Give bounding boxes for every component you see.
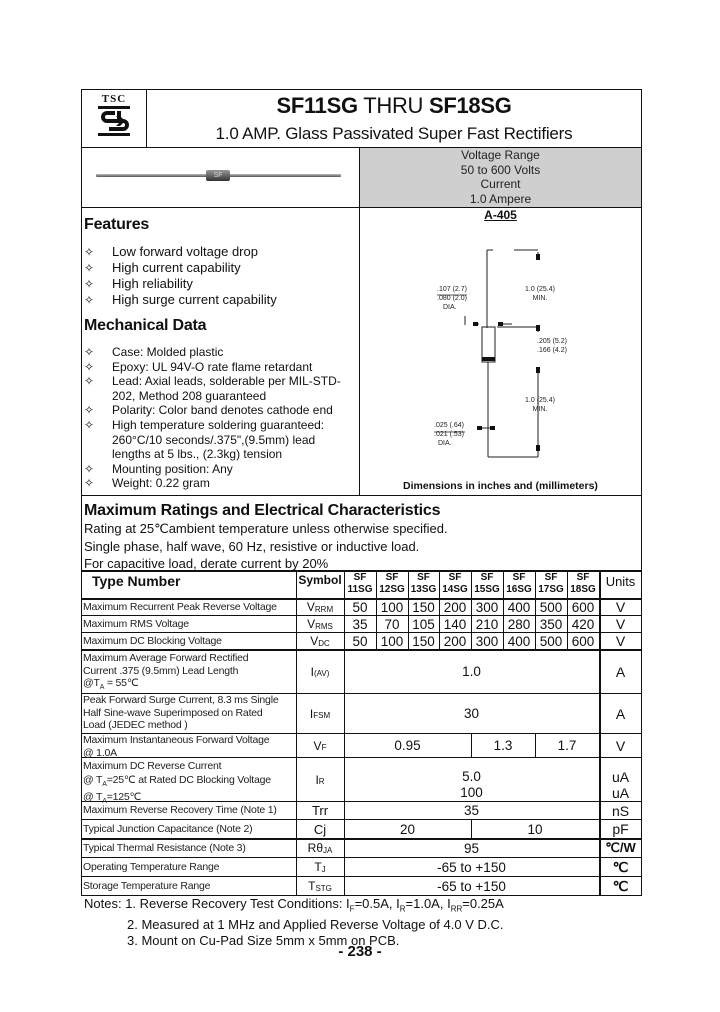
note-2: 2. Measured at 1 MHz and Applied Reverse Voltage of 4.0 V D.C. [127,917,504,933]
voltage-range-value: 50 to 600 Volts [460,162,541,177]
row-value: 1.0 [462,664,481,679]
row-label: Maximum Instantaneous Forward Voltage @ 1.0A [83,734,270,759]
row-value: 300 [475,633,499,649]
mechanical-item-cont [84,433,356,448]
row-label: Maximum DC Reverse Current @ $T_A=25℃$ at Rated DC Blocking Voltage @ $T_A=125℃$ [83,760,271,806]
row-label: Maximum RMS Voltage [83,617,189,630]
page-subtitle: 1.0 AMP. Glass Passivated Super Fast Rectifiers [215,124,573,143]
mechanical-item-cont [84,447,356,462]
mechanical-text: Epoxy: UL 94V-O rate flame retardant [112,359,313,374]
note-3: 3. Mount on Cu-Pad Size 5mm x 5mm on PCB. [127,932,400,948]
row-symbol: T $_{STG}$ [308,879,332,893]
dim-body-min: .166 (4.2) [537,347,567,354]
row-label: Maximum DC Blocking Voltage [83,634,222,647]
mechanical-heading: Mechanical Data [84,317,207,334]
symbol-header: Symbol [298,573,342,587]
row-value: 50 [352,599,368,615]
row-value: 350 [539,616,563,632]
bullet-icon: ✧ [84,403,95,418]
diode-band: SF [206,170,230,181]
row-value: -65 to +150 [437,878,506,894]
row-symbol: I $_{(AV)}$ [310,664,330,679]
dim-wire-dia: DIA. [438,440,452,447]
diode-axial-icon [96,170,341,182]
bullet-icon: ✧ [84,345,95,359]
mechanical-text: Mounting position: Any [112,461,233,476]
bullet-icon: ✧ [84,374,95,389]
feature-item [84,260,354,276]
mechanical-text: 202, Method 208 guaranteed [112,388,267,403]
row-unit: V [615,633,626,649]
row-label: Peak Forward Surge Current, 8.3 ms Single Half Sine-wave Superimposed on Rated Load (JEDEC method ) [83,694,279,731]
feature-text: High reliability [112,276,193,291]
part-header-sf17sg: SF 17SG [538,572,564,595]
feature-item [84,276,354,292]
row-unit: pF [612,821,629,837]
dim-wire-max: .025 (.64) [434,422,464,429]
bullet-icon: ✧ [84,461,95,476]
row-value: 400 [507,633,531,649]
row-label: Typical Junction Capacitance (Note 2) [83,822,253,835]
bullet-icon: ✧ [84,261,95,275]
row-unit: V [615,616,626,632]
diagram-caption: Dimensions in inches and (millimeters) [403,480,598,492]
mechanical-text: High temperature soldering guaranteed: [112,417,325,432]
features-heading: Features [84,216,150,233]
title-part-end: SF18SG [428,93,512,118]
row-value: 200 [443,599,467,615]
voltage-range-label: Voltage Range [461,148,540,162]
page-title [146,93,642,119]
part-header-sf18sg: SF 18SG [570,572,596,595]
ratings-note-3: For capacitive load, derate current by 20% [84,556,329,571]
mechanical-text: lengths at 5 lbs., (2.3kg) tension [112,447,283,462]
row-value: 50 [352,633,368,649]
row-value: 280 [507,616,531,632]
dim-lead-dia-min: .080 (2.0) [437,295,467,302]
row-value: 20 [399,821,416,837]
mechanical-item [84,360,356,375]
mechanical-item [84,345,356,360]
dim-top-length: 1.0 (25.4) [525,286,555,293]
row-value: 1.7 [557,738,577,753]
bullet-icon: ✧ [84,359,95,374]
row-value: 95 [463,840,480,856]
row-value: 70 [384,616,400,632]
row-unit: uA uA [611,769,630,801]
row-value: 100 [380,633,404,649]
mechanical-item [84,418,356,433]
dim-body-max: .205 (5.2) [537,338,567,345]
mechanical-item-cont [84,389,356,404]
part-header-sf11sg: SF 11SG [347,572,373,595]
bullet-icon: ✧ [84,476,95,491]
mechanical-item [84,374,356,389]
row-value: 100 [380,599,404,615]
feature-text: High surge current capability [112,292,277,307]
title-part-start: SF11SG [276,93,358,118]
part-header-sf16sg: SF 16SG [506,572,532,595]
row-label: Operating Temperature Range [83,860,220,873]
row-symbol: Cj [313,821,327,837]
row-value: 35 [463,803,480,818]
row-symbol: V $_{RMS}$ [307,617,333,631]
row-value: -65 to +150 [437,859,506,875]
mechanical-text: Polarity: Color band denotes cathode end [112,403,333,418]
row-unit: A [615,663,626,680]
row-symbol: I $_{FSM}$ [309,706,331,721]
row-value: 210 [475,616,499,632]
mechanical-item [84,403,356,418]
row-symbol: Rθ $_{JA}$ [307,841,333,855]
ratings-heading: Maximum Ratings and Electrical Characteristics [84,502,441,519]
dim-bottom-min: MIN. [532,406,548,413]
dim-top-min: MIN. [532,295,548,302]
row-unit: nS [611,802,630,819]
row-value: 150 [412,599,435,615]
row-label: Storage Temperature Range [83,879,211,892]
bullet-icon: ✧ [84,417,95,432]
notes [84,896,640,948]
row-label: Typical Thermal Resistance (Note 3) [83,841,246,854]
row-label: Maximum Reverse Recovery Time (Note 1) [83,804,277,817]
mechanical-item [84,476,356,491]
bullet-icon: ✧ [84,277,95,291]
row-label: Maximum Average Forward Rectified Current .375 (9.5mm) Lead Length $@T_A$ = 55℃ [83,652,249,692]
part-header-sf12sg: SF 12SG [379,572,405,595]
mechanical-text: Weight: 0.22 gram [112,476,210,491]
row-value: 35 [352,616,368,632]
row-value: 500 [539,599,563,615]
units-header: Units [605,573,636,589]
row-value: 0.95 [394,738,421,753]
part-header-sf13sg: SF 13SG [410,572,437,595]
row-unit: ℃ [612,877,629,894]
row-value: 10 [527,821,543,837]
current-value: 1.0 Ampere [469,191,532,206]
bullet-icon: ✧ [84,245,95,259]
row-value: 5.0 100 [460,769,483,800]
page-number: - 238 - [338,943,382,960]
row-value: 500 [539,633,563,649]
features-list [84,244,354,308]
logo-text: TSC [101,93,127,105]
row-value: 400 [507,599,531,615]
part-header-sf14sg: SF 14SG [442,572,468,595]
mechanical-text: 260°C/10 seconds/.375",(9.5mm) lead [112,432,316,447]
current-label: Current [480,177,521,191]
dim-lead-dia-max: .107 (2.7) [437,286,467,293]
dim-lead-dia-label: DIA. [443,304,457,311]
row-unit: V [615,737,626,754]
row-value: 200 [443,633,467,649]
divider [81,495,642,496]
title-thru: THRU [357,93,429,118]
row-unit: ℃ [612,858,629,875]
feature-item [84,244,354,260]
row-value: 150 [412,633,435,649]
feature-text: High current capability [112,260,241,275]
feature-item [84,292,354,308]
row-symbol: I $_R$ [315,772,325,787]
mechanical-text: Case: Molded plastic [112,345,224,359]
bullet-icon: ✧ [84,293,95,307]
row-symbol: T $_J$ [314,860,326,874]
row-symbol: V $_{RRM}$ [306,600,334,614]
mechanical-text: Lead: Axial leads, solderable per MIL-STD- [112,374,341,389]
tsc-logo [82,90,146,146]
part-header-sf15sg: SF 15SG [474,572,500,595]
dim-bottom-length: 1.0 (25.4) [525,397,555,404]
row-value: 300 [475,599,499,615]
dim-wire-min: .021 (.53) [434,431,464,438]
row-value: 140 [443,616,467,632]
row-unit: ℃/W [605,840,636,855]
package-name: A-405 [484,208,517,222]
row-value: 600 [571,633,595,649]
row-value: 105 [412,616,435,632]
row-symbol: V $_F$ [313,738,327,753]
row-value: 600 [571,599,595,615]
mechanical-item [84,462,356,477]
note-1: Notes: 1. Reverse Recovery Test Conditions: $I_F=0.5A$, $I_R=1.0A$, $I_{RR}=0.25A$ [84,896,504,914]
row-value: 30 [463,706,480,721]
spec-summary [360,148,641,207]
row-symbol: V $_{DC}$ [310,634,330,648]
package-outline-drawing [360,207,641,495]
row-value: 1.3 [493,738,513,753]
type-number-header: Type Number [92,573,181,589]
package-diagram [360,207,641,495]
row-unit: A [615,705,626,722]
ratings-note-2: Single phase, half wave, 60 Hz, resistive or inductive load. [84,539,420,554]
mechanical-list [84,345,356,491]
row-unit: V [615,599,626,615]
feature-text: Low forward voltage drop [112,244,258,259]
ratings-note-1: Rating at 25℃ambient temperature unless otherwise specified. [84,521,448,536]
tsc-logo-icon [97,105,131,137]
row-symbol: Trr [311,803,329,818]
row-value: 420 [571,616,595,632]
row-label: Maximum Recurrent Peak Reverse Voltage [83,600,277,613]
